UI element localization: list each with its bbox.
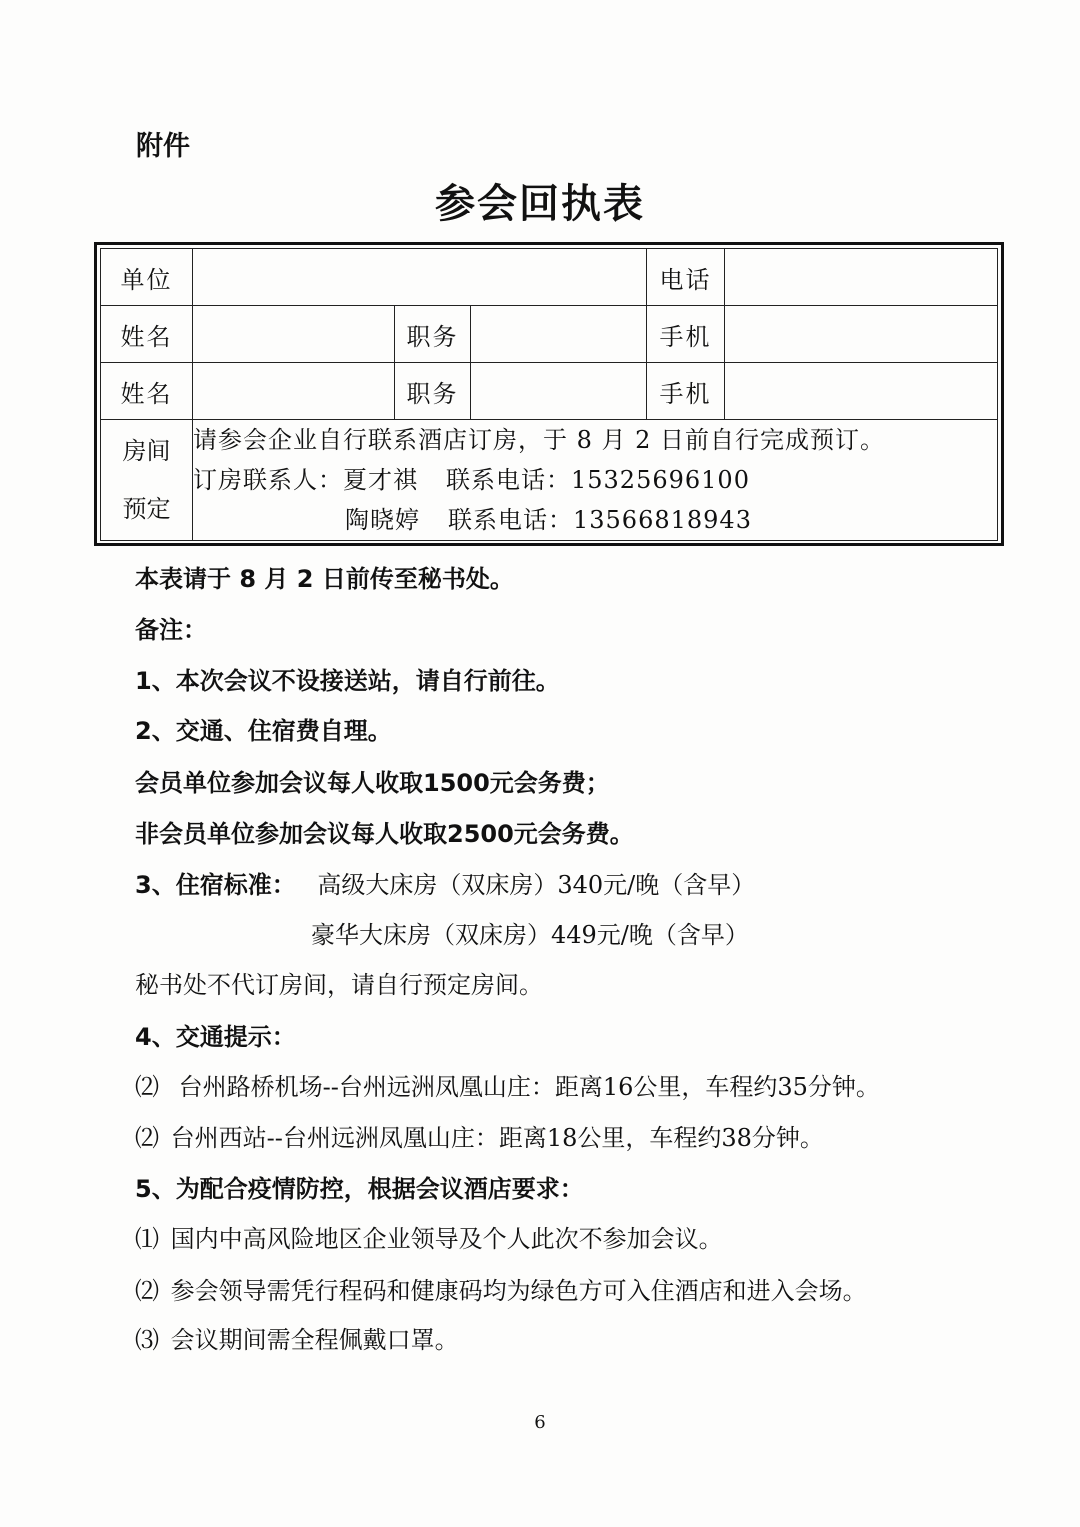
room-booking-instruction: 请参会企业自行联系酒店订房，于 8 月 2 日前自行完成预订。 [193,426,886,454]
mobile-label: 手机 [647,306,725,363]
name-field[interactable] [193,306,395,363]
contact-phone: 13566818943 [573,506,752,534]
position-label: 职务 [395,306,471,363]
requirement [135,1274,867,1308]
room-booking-row [101,420,998,541]
contact-phone-label: 联系电话： [446,466,571,494]
nonmember-fee: 非会员单位参加会议每人收取2500元会务费。 [135,820,634,848]
form-table [100,248,998,541]
requirement-number: ⑵ [135,1277,159,1305]
unit-label: 单位 [101,249,193,306]
submission-deadline: 本表请于 8 月 2 日前传至秘书处。 [135,565,514,593]
room-label-line-1: 房间 [122,437,171,465]
note-item-4: 4、交通提示： [135,1023,296,1051]
contact-name: 陶晓婷 [345,506,420,534]
page-number: 6 [534,1412,546,1433]
attachment-label: 附件 [136,131,190,162]
requirement-text: 国内中高风险地区企业领导及个人此次不参加会议。 [170,1225,723,1253]
requirement-number: ⑶ [135,1326,159,1354]
traffic-tip-number: ⑵ [135,1124,159,1152]
position-field[interactable] [471,363,647,420]
phone-label: 电话 [647,249,725,306]
requirement-number: ⑴ [135,1225,159,1253]
room-booking-label [101,420,193,541]
accommodation-label: 3、住宿标准： [135,871,296,899]
note-item-5: 5、为配合疫情防控，根据会议酒店要求： [135,1175,584,1203]
contact-phone: 15325696100 [571,466,750,494]
room-standard: 高级大床房（双床房）340元/晚（含早） [317,871,756,899]
unit-row [101,249,998,306]
note-item-1: 1、本次会议不设接送站，请自行前往。 [135,667,560,695]
traffic-tip [135,1070,880,1104]
attendee-row [101,306,998,363]
name-field[interactable] [193,363,395,420]
traffic-tip-text: 台州西站--台州远洲凤凰山庄：距离18公里，车程约38分钟。 [170,1124,824,1152]
room-contact-label: 订房联系人： [193,466,343,494]
position-label: 职务 [395,363,471,420]
requirement-text: 会议期间需全程佩戴口罩。 [170,1326,459,1354]
requirement-text: 参会领导需凭行程码和健康码均为绿色方可入住酒店和进入会场。 [170,1277,867,1305]
no-booking-note: 秘书处不代订房间，请自行预定房间。 [135,971,543,999]
traffic-tip-number: ⑵ [135,1073,159,1101]
note-item-3 [135,868,755,902]
traffic-tip [135,1121,824,1155]
traffic-tip-text: 台州路桥机场--台州远洲凤凰山庄：距离16公里，车程约35分钟。 [178,1073,880,1101]
mobile-field[interactable] [725,363,998,420]
position-field[interactable] [471,306,647,363]
name-label: 姓名 [101,363,193,420]
room-label-line-2: 预定 [122,495,171,523]
room-contact-line [193,460,997,500]
phone-field[interactable] [725,249,998,306]
requirement [135,1323,459,1357]
room-standard: 豪华大床房（双床房）449元/晚（含早） [311,921,749,949]
attendee-row [101,363,998,420]
contact-phone-label: 联系电话： [448,506,573,534]
name-label: 姓名 [101,306,193,363]
mobile-label: 手机 [647,363,725,420]
mobile-field[interactable] [725,306,998,363]
member-fee: 会员单位参加会议每人收取1500元会务费； [135,769,610,797]
form-title: 参会回执表 [435,181,645,227]
remarks-label: 备注： [135,616,207,644]
note-item-2: 2、交通、住宿费自理。 [135,717,392,745]
registration-form [94,242,1004,546]
contact-name: 夏才祺 [343,466,418,494]
requirement [135,1222,723,1256]
room-booking-info [193,420,998,541]
unit-field[interactable] [193,249,647,306]
room-contact-line [193,500,997,540]
